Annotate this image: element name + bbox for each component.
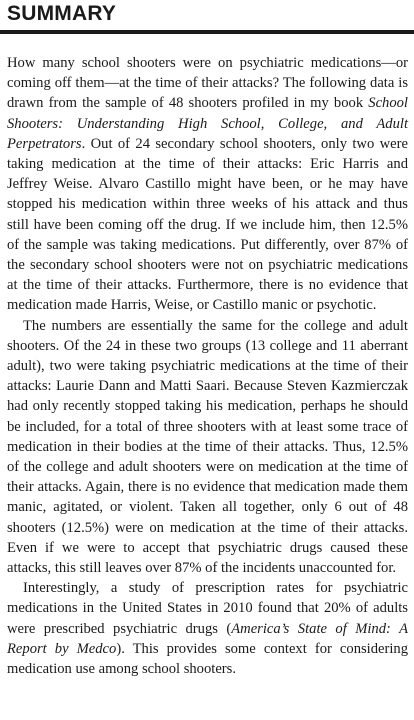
book-title: School Shooters: Understanding High School, College, and Adult Perpetrators — [7, 95, 408, 152]
paragraph-text: The numbers are essentially the same for the college and adult shooters. Of the 24 in these two groups (13 college and 11 aberrant adult), two were taking psychiatric medications at the time of their attacks: Laurie Dann and Matti Saari. Because Steven Kazmierczak had only recently stopped taking his medication, perhaps he should be included, for a total of three shooters with at least some trace of medication in their bodies at the time of their attacks. Thus, 12.5% of the college and adult shooters were on medication at the time of their attacks. Again, there is no evidence that medication made them manic, agitated, or violent. Taken all together, only 6 out of 48 shooters (12.5%) were on medication at the time of their attacks. Even if we were to accept that psychiatric drugs caused these attacks, this still leaves over 87% of the incidents unaccounted for. — [7, 317, 408, 577]
paragraph-text: How many school shooters were on psychiatric medications—or coming off them—at the time of their attacks? The following data is drawn from the sample of 48 shooters profiled in my book — [7, 55, 408, 112]
section-heading: SUMMARY — [7, 2, 117, 25]
summary-body — [7, 53, 408, 679]
heading-rule — [0, 30, 414, 34]
paragraph — [7, 578, 408, 679]
paragraph-text: . Out of 24 secondary school shooters, only two were taking medication at the time of their attacks: Eric Harris and Jeffrey Weise. Alvaro Castillo might have been, or he may have stopped his medication within three weeks of his attack and thus still have been coming off the drug. If we include him, then 12.5% of the sample was taking medications. Put differently, over 87% of the secondary school shooters were not on psychiatric medications at the time of their attacks. Furthermore, there is no evidence that medication made Harris, Weise, or Castillo manic or psychotic. — [7, 135, 408, 314]
report-title: America’s State of Mind: A Report by Medco — [7, 620, 408, 657]
paragraph — [7, 53, 408, 316]
paragraph-text: ). This provides some context for considering medication use among school shooters. — [7, 640, 409, 678]
paragraph — [7, 316, 408, 579]
paragraph-text: Interestingly, a study of prescription rates for psychiatric medications in the United States in 2010 found that 20% of adults were prescribed psychiatric drugs ( — [7, 580, 408, 637]
